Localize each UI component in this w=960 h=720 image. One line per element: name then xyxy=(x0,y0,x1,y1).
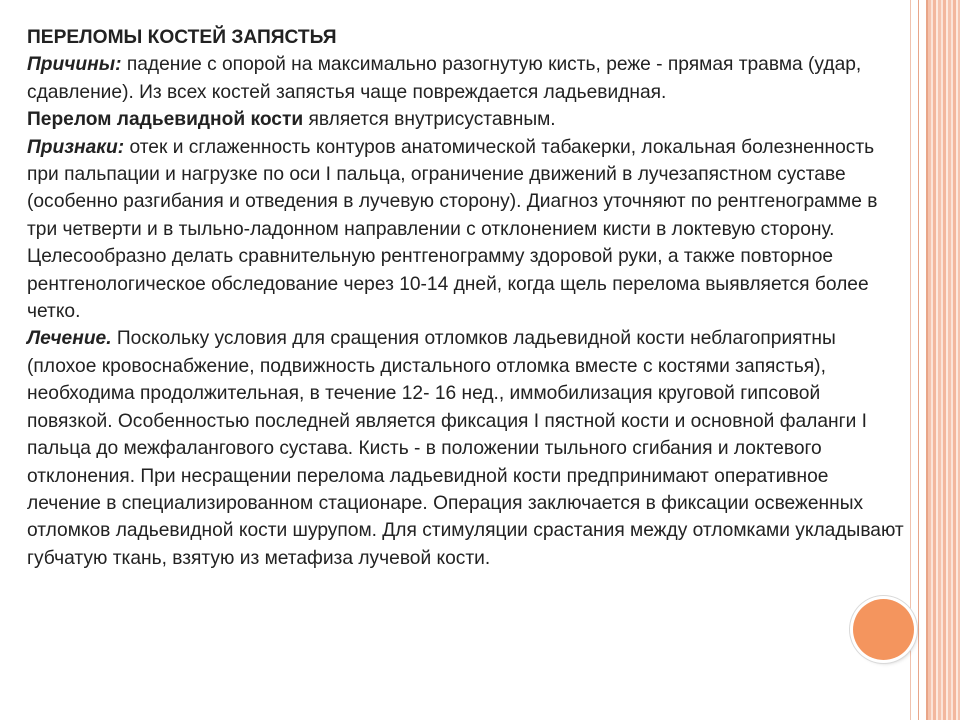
treatment-paragraph xyxy=(27,325,907,572)
causes-label: Причины: xyxy=(27,54,122,76)
treatment-label: Лечение. xyxy=(27,328,112,350)
slide-content xyxy=(27,24,907,572)
fracture-paragraph xyxy=(27,106,907,133)
causes-paragraph xyxy=(27,51,907,106)
fracture-text: является внутрисуставным. xyxy=(303,109,556,131)
decorative-circle-icon xyxy=(853,599,914,660)
decorative-stripes xyxy=(928,0,960,720)
signs-label: Признаки: xyxy=(27,136,125,158)
causes-text: падение с опорой на максимально разогнутую кисть, реже - прямая травма (удар, сдавление). Из всех костей запястья чаще повреждается ладьевидная. xyxy=(27,54,862,103)
signs-text: отек и сглаженность контуров анатомической табакерки, локальная болезненность при пальпации и нагрузке по оси I пальца, ограничение движений в лучезапястном суставе (особенно разгибания и отведения в лучевую сторону). Диагноз уточняют по рентгенограмме в три четверти и в тыльно-ладонном направлении с отклонением кисти в локтевую сторону. Целесообразно делать сравнительную рентгенограмму здоровой руки, а также повторное рентгенологическое обследование через 10-14 дней, когда щель перелома выявляется более четко. xyxy=(27,136,878,323)
signs-paragraph xyxy=(27,134,907,326)
treatment-text: Поскольку условия для сращения отломков ладьевидной кости неблагоприятны (плохое кровоснабжение, подвижность дистального отломка вместе с костями запястья), необходима продолжительная, в течение 12- 16 нед., иммобилизация круговой гипсовой повязкой. Особенностью последней является фиксация I пястной кости и основной фаланги I пальца до межфалангового сустава. Кисть - в положении тыльного сгибания и локтевого отклонения. При несращении перелома ладьевидной кости предпринимают оперативное лечение в специализированном стационаре. Операция заключается в фиксации освеженных отломков ладьевидной кости шурупом. Для стимуляции срастания между отломками укладывают губчатую ткань, взятую из метафиза лучевой кости. xyxy=(27,328,904,569)
fracture-label: Перелом ладьевидной кости xyxy=(27,109,304,131)
slide-title: ПЕРЕЛОМЫ КОСТЕЙ ЗАПЯСТЬЯ xyxy=(27,27,337,48)
